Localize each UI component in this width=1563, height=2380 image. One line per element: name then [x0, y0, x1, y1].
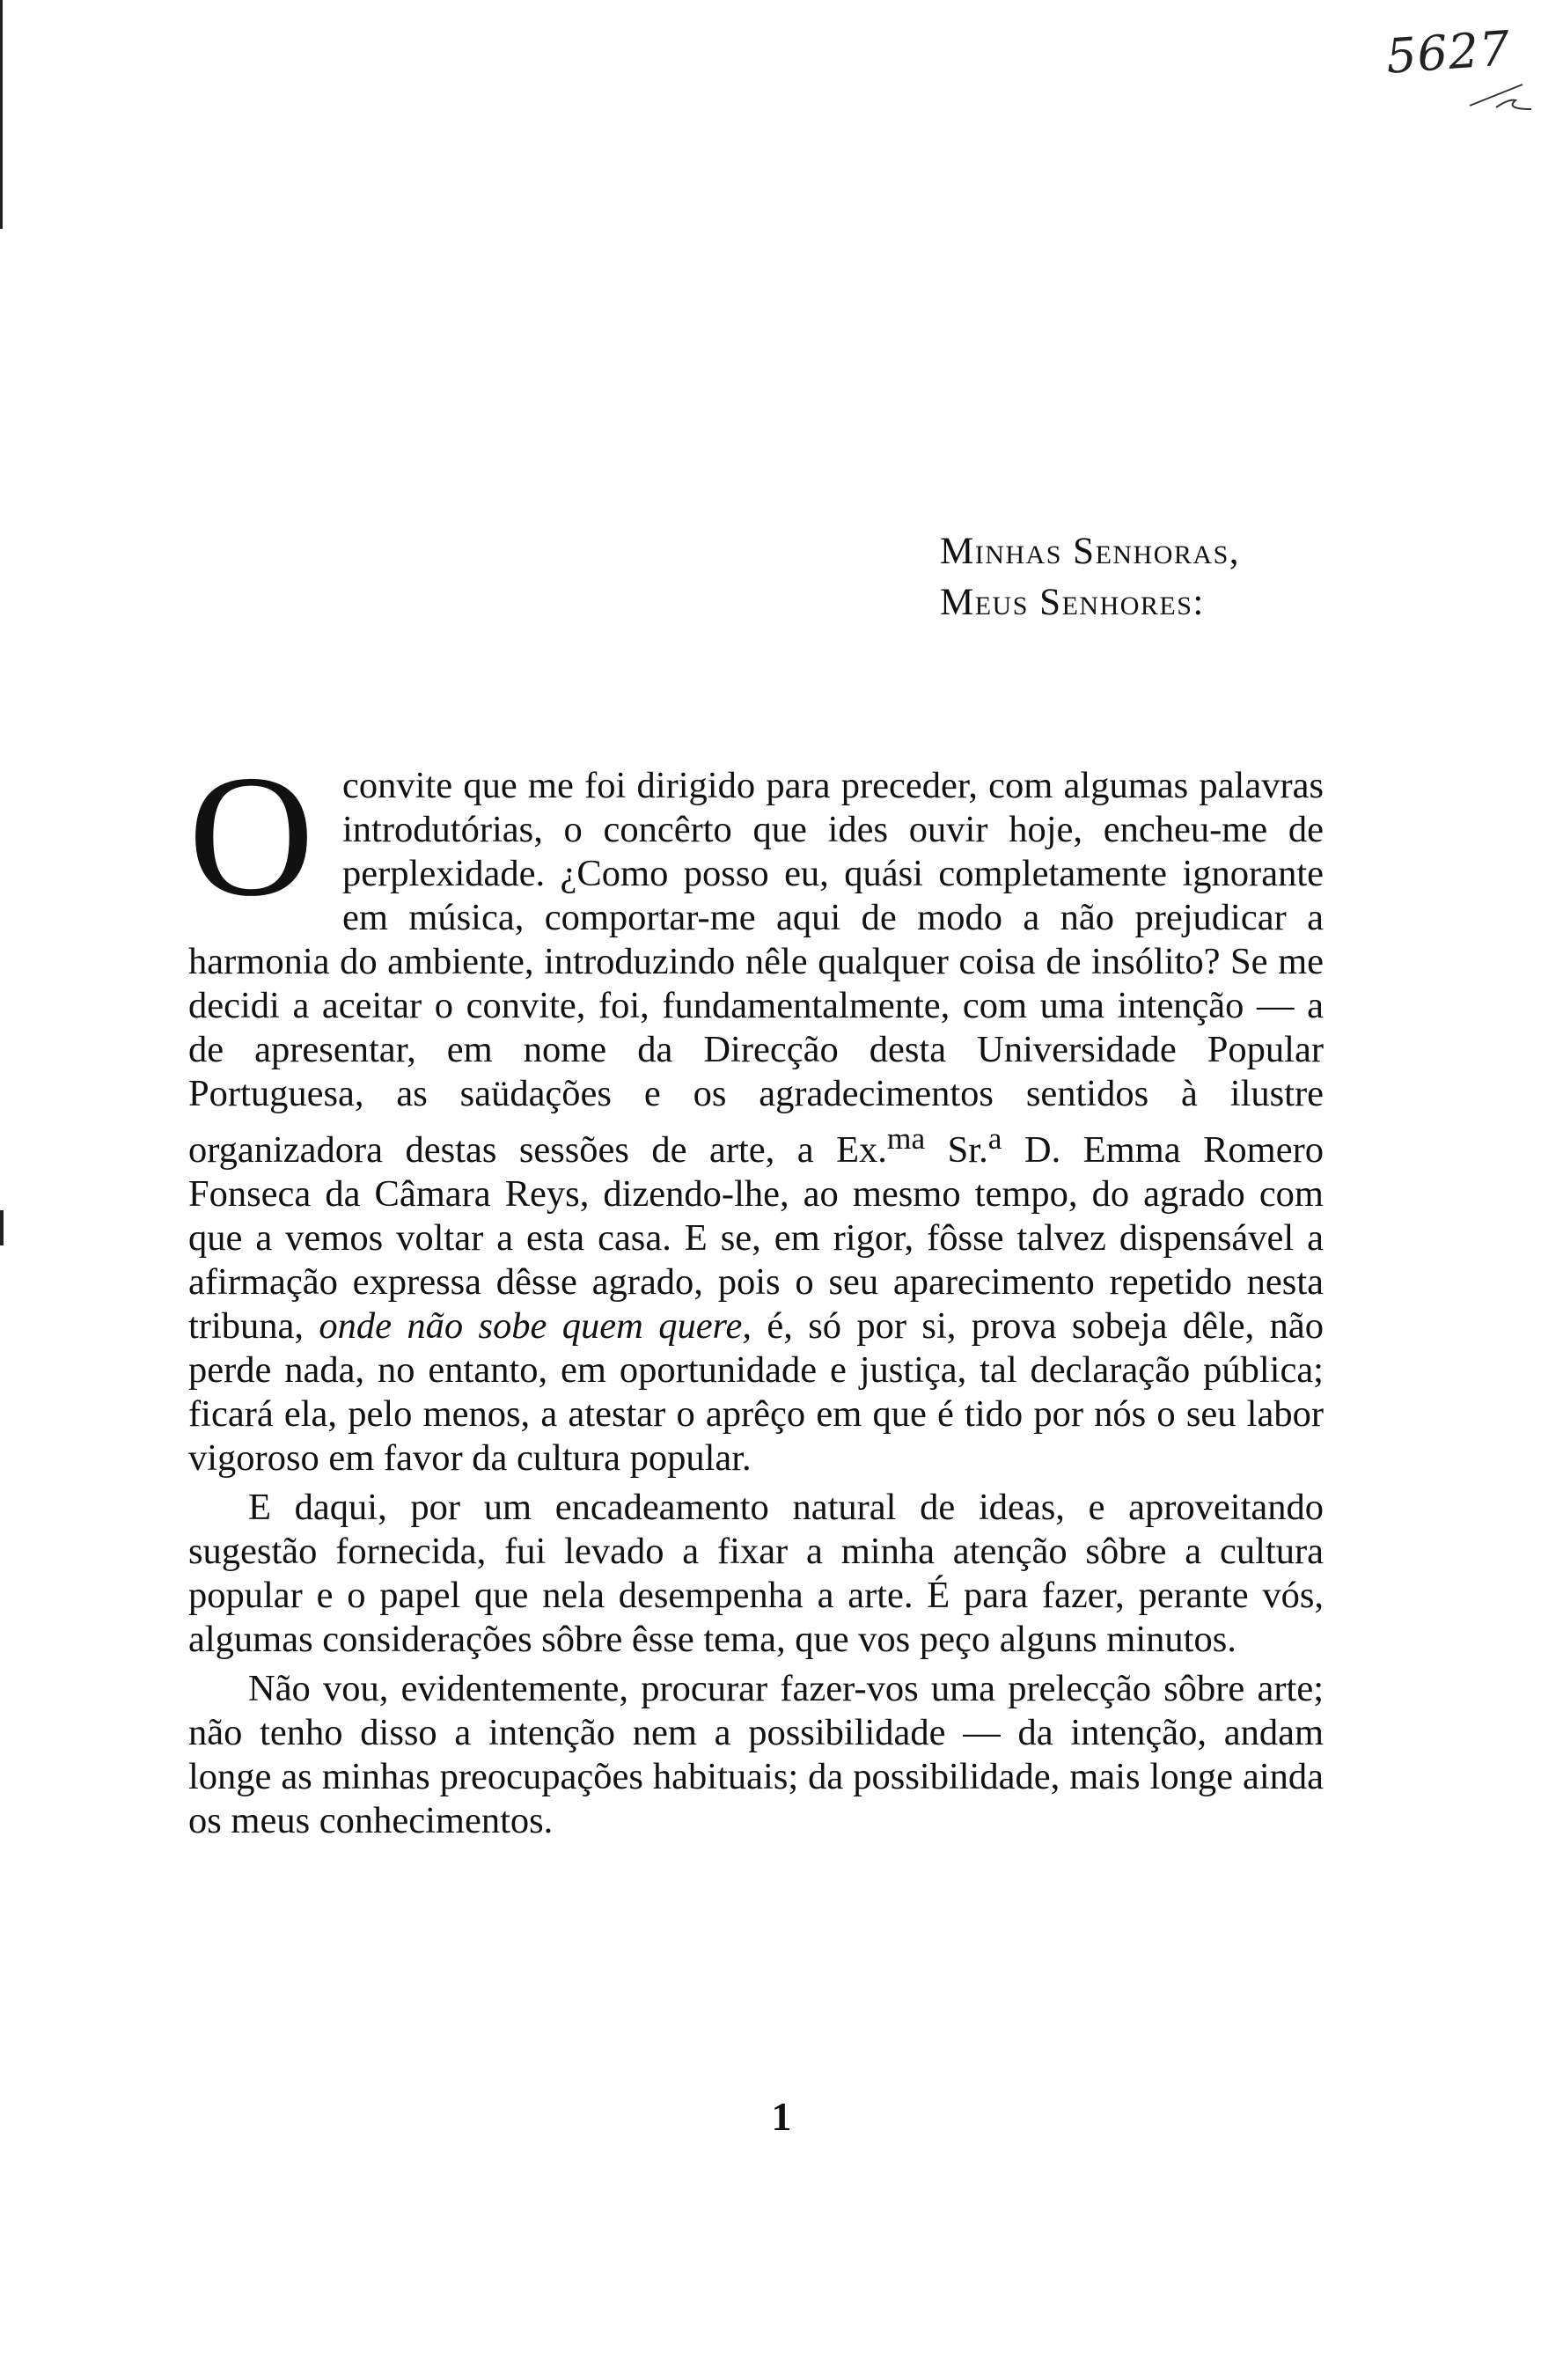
- salutation: [940, 526, 1240, 628]
- paragraph-1-end: é, só por si, prova sobeja dêle, não perde nada, no entanto, em oportunidade e justiça, tal declaração pública; ficará ela, pelo menos, a atestar o aprêço em que é tido por nós o seu labor vigoroso em favor da cultura popular.: [188, 1305, 1324, 1480]
- italic-quote: onde não sobe quem quere,: [319, 1305, 752, 1348]
- paragraph-1-start: convite que me foi dirigido para preceder, com algumas palavras introdutórias, o concêrto que ides ouvir hoje, encheu-me de perplexidade. ¿Como posso eu, quási completamente ignorante em música, comportar-me aqui de modo a não prejudicar a harmonia do ambiente, introduzindo nêle qualquer coisa de insólito? Se me decidi a aceitar o convite, foi, fundamentalmente, com uma intenção — a de apresentar, em nome da Direcção desta Universidade Popular Portuguesa, as saüdações e os agradecimentos sentidos à ilustre organizadora destas sessões de arte, a Ex.: [188, 765, 1324, 1172]
- scan-edge-mark: [0, 0, 3, 229]
- salutation-line-2: Meus Senhores:: [940, 582, 1205, 623]
- scan-edge-mark-lower: [0, 1210, 4, 1245]
- paragraph-3: Não vou, evidentemente, procurar fazer-vos uma prelecção sôbre arte; não tenho disso a intenção nem a possibilidade — da intenção, andam longe as minhas preocupações habituais; da possibilidade, mais longe ainda os meus conhecimentos.: [188, 1668, 1324, 1842]
- paragraph-1: [188, 739, 1324, 1480]
- catalog-number: 5627: [1383, 20, 1513, 84]
- body-text: [188, 739, 1324, 1843]
- catalog-underline-stroke: [1461, 79, 1540, 114]
- paragraph-2: E daqui, por um encadeamento natural de ideas, e aproveitando sugestão fornecida, fui levado a fixar a minha atenção sôbre a cultura popular e o papel que nela desempenha a arte. É para fazer, perante vós, algumas considerações sôbre êsse tema, que vos peço alguns minutos.: [188, 1487, 1324, 1661]
- superscript-a: a: [987, 1120, 1002, 1156]
- paragraph-1-sr: Sr.: [925, 1129, 988, 1172]
- page-number: 1: [771, 2094, 792, 2139]
- salutation-line-1: Minhas Senhoras,: [940, 531, 1240, 572]
- paragraph-1-middle: D. Emma Romero Fonseca da Câmara Reys, dizendo-lhe, ao mesmo tempo, do agrado com que a vemos voltar a esta casa. E se, em rigor, fôsse talvez dispensável a afirmação expressa dêsse agrado, pois o seu aparecimento repetido nesta tribuna,: [188, 1129, 1324, 1348]
- superscript-ma: ma: [886, 1120, 926, 1156]
- drop-cap: O: [188, 739, 314, 932]
